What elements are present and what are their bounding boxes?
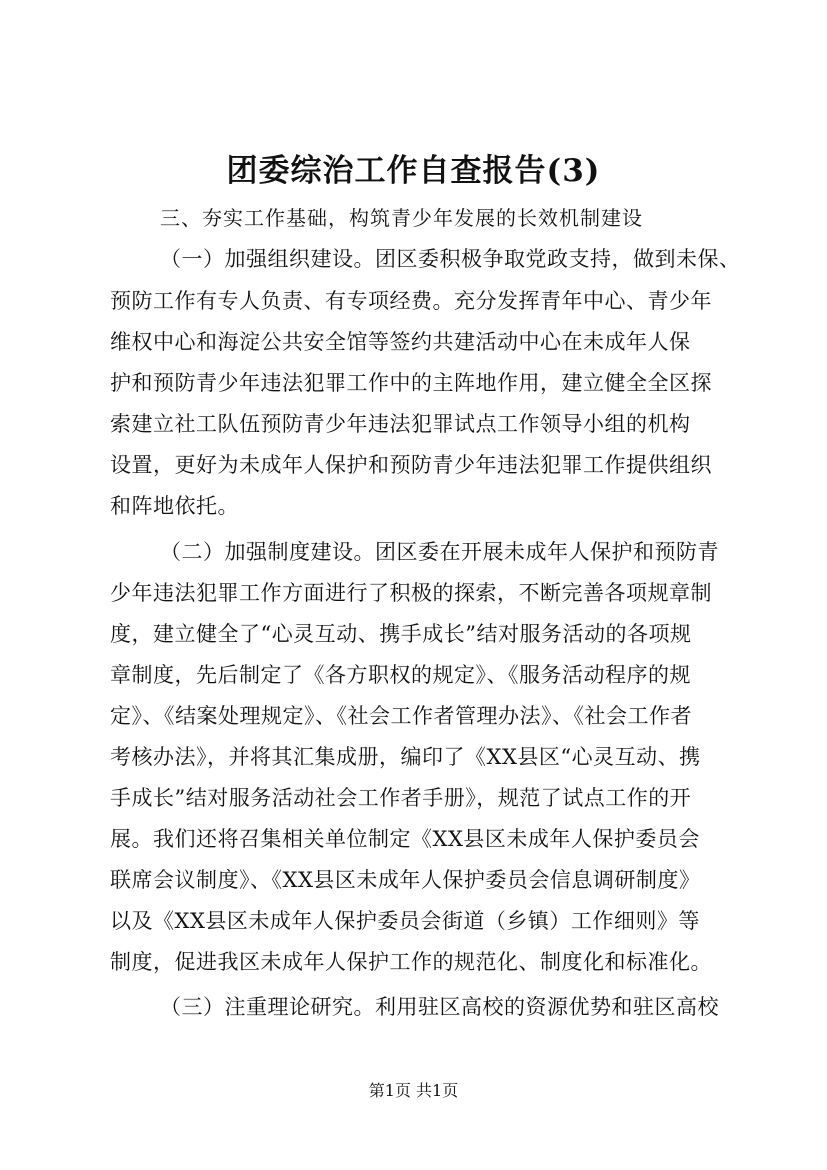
paragraph-line: 定》、《结案处理规定》、《社会工作者管理办法》、《社会工作者 xyxy=(110,704,692,728)
paragraph-line: 章制度，先后制定了《各方职权的规定》、《服务活动程序的规 xyxy=(110,663,691,687)
paragraph-line: 手成长”结对服务活动社会工作者手册》，规范了试点工作的开 xyxy=(110,786,692,810)
document-title: 团委综治工作自查报告(3) xyxy=(226,153,601,189)
paragraph-line: 度，建立健全了“心灵互动、携手成长”结对服务活动的各项规 xyxy=(110,622,692,646)
paragraph-line: 设置，更好为未成年人保护和预防青少年违法犯罪工作提供组织 xyxy=(110,453,712,477)
paragraph-line: （二）加强制度建设。团区委在开展未成年人保护和预防青 xyxy=(160,540,719,564)
paragraph-line: 考核办法》，并将其汇集成册，编印了《XX县区“心灵互动、携 xyxy=(110,745,701,769)
paragraph-line: （三）注重理论研究。利用驻区高校的资源优势和驻区高校 xyxy=(160,995,719,1019)
paragraph-line: 和阵地依托。 xyxy=(110,494,239,518)
paragraph-line: （一）加强组织建设。团区委积极争取党政支持，做到未保、 xyxy=(160,247,741,271)
paragraph-line: 预防工作有专人负责、有专项经费。充分发挥青年中心、青少年 xyxy=(110,289,712,313)
paragraph-line: 护和预防青少年违法犯罪工作中的主阵地作用，建立健全全区探 xyxy=(110,371,712,395)
paragraph-line: 展。我们还将召集相关单位制定《XX县区未成年人保护委员会 xyxy=(110,827,700,851)
paragraph-line: 制度，促进我区未成年人保护工作的规范化、制度化和标准化。 xyxy=(110,950,712,974)
section-heading: 三、夯实工作基础，构筑青少年发展的长效机制建设 xyxy=(160,206,643,230)
paragraph-line: 索建立社工队伍预防青少年违法犯罪试点工作领导小组的机构 xyxy=(110,412,691,436)
paragraph-line: 联席会议制度》、《XX县区未成年人保护委员会信息调研制度》 xyxy=(110,868,701,892)
paragraph-line: 维权中心和海淀公共安全馆等签约共建活动中心在未成年人保 xyxy=(110,330,691,354)
paragraph-line: 少年违法犯罪工作方面进行了积极的探索，不断完善各项规章制 xyxy=(110,581,712,605)
page-footer: 第1页 共1页 xyxy=(368,1081,459,1100)
paragraph-line: 以及《XX县区未成年人保护委员会街道（乡镇）工作细则》等 xyxy=(110,909,700,933)
